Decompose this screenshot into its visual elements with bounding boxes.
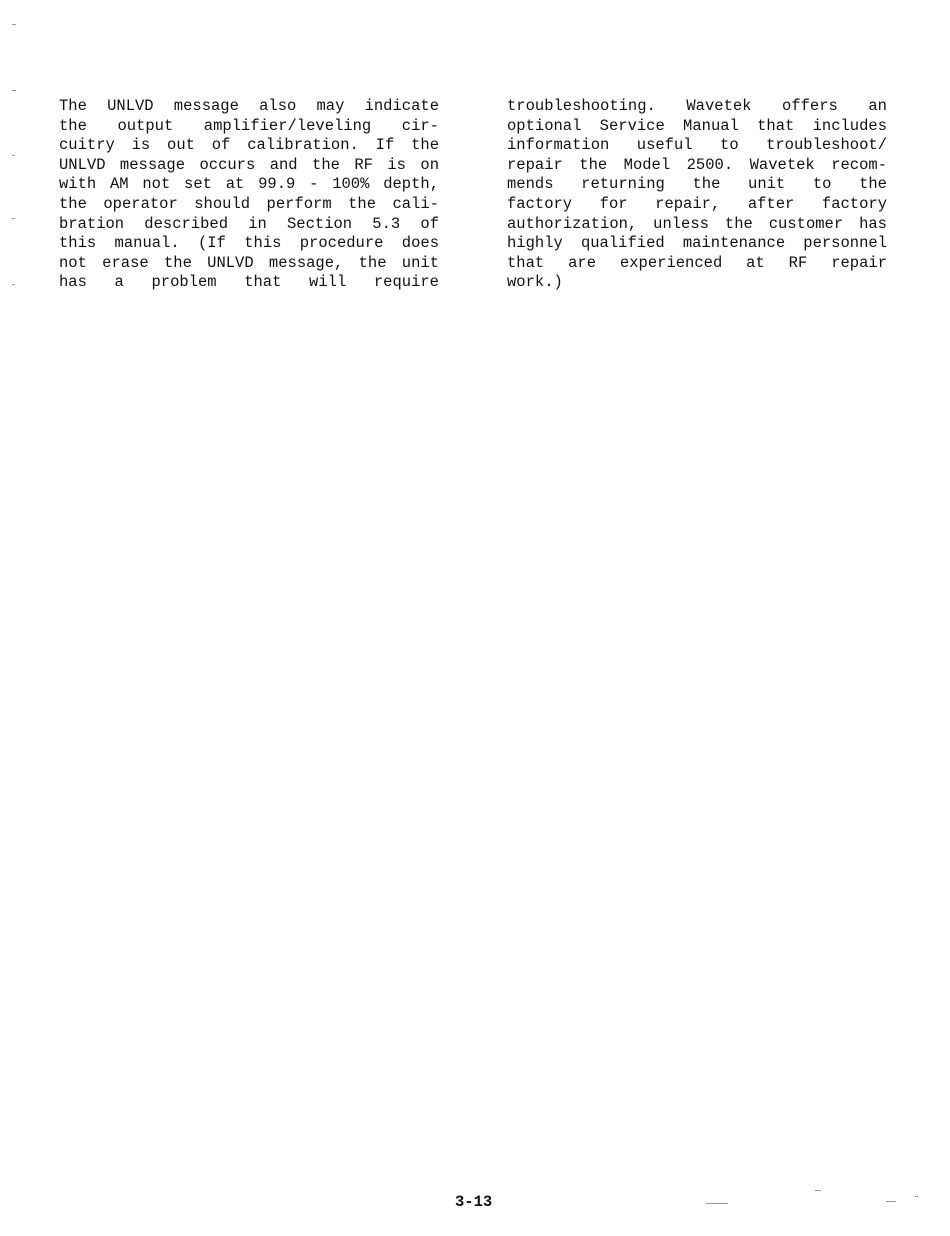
left-line: with AM not set at 99.9 - 100% depth, bbox=[59, 175, 439, 194]
scan-speck bbox=[915, 1196, 918, 1197]
scan-speck bbox=[12, 155, 15, 156]
left-line: The UNLVD message also may indicate bbox=[59, 97, 439, 115]
scan-speck bbox=[12, 284, 15, 285]
left-line: the output amplifier/leveling cir- bbox=[59, 116, 439, 135]
scan-speck bbox=[815, 1190, 821, 1191]
right-line: troubleshooting. Wavetek offers an bbox=[507, 97, 887, 115]
right-line: work.) bbox=[507, 273, 563, 292]
right-line: repair the Model 2500. Wavetek recom- bbox=[507, 155, 887, 174]
left-line: not erase the UNLVD message, the unit bbox=[59, 253, 439, 272]
scan-speck bbox=[12, 90, 16, 91]
scan-speck bbox=[886, 1201, 896, 1202]
left-line: the operator should perform the cali- bbox=[59, 194, 439, 213]
right-text-column bbox=[507, 97, 887, 293]
scan-speck bbox=[12, 24, 16, 25]
right-line: information useful to troubleshoot/ bbox=[507, 136, 887, 155]
left-text-column bbox=[59, 97, 439, 293]
right-line: highly qualified maintenance personnel bbox=[507, 234, 887, 253]
right-line: factory for repair, after factory bbox=[507, 194, 887, 213]
left-line: cuitry is out of calibration. If the bbox=[59, 136, 439, 155]
left-line: has a problem that will require bbox=[59, 273, 439, 292]
right-line: authorization, unless the customer has bbox=[507, 214, 887, 233]
scan-speck bbox=[706, 1203, 728, 1204]
left-line: this manual. (If this procedure does bbox=[59, 234, 439, 253]
right-line: that are experienced at RF repair bbox=[507, 253, 887, 272]
right-line: optional Service Manual that includes bbox=[507, 116, 887, 135]
scan-speck bbox=[12, 218, 15, 219]
left-line: UNLVD message occurs and the RF is on bbox=[59, 155, 439, 174]
page-number: 3-13 bbox=[455, 1193, 493, 1211]
right-line: mends returning the unit to the bbox=[507, 175, 887, 194]
left-line: bration described in Section 5.3 of bbox=[59, 214, 439, 233]
